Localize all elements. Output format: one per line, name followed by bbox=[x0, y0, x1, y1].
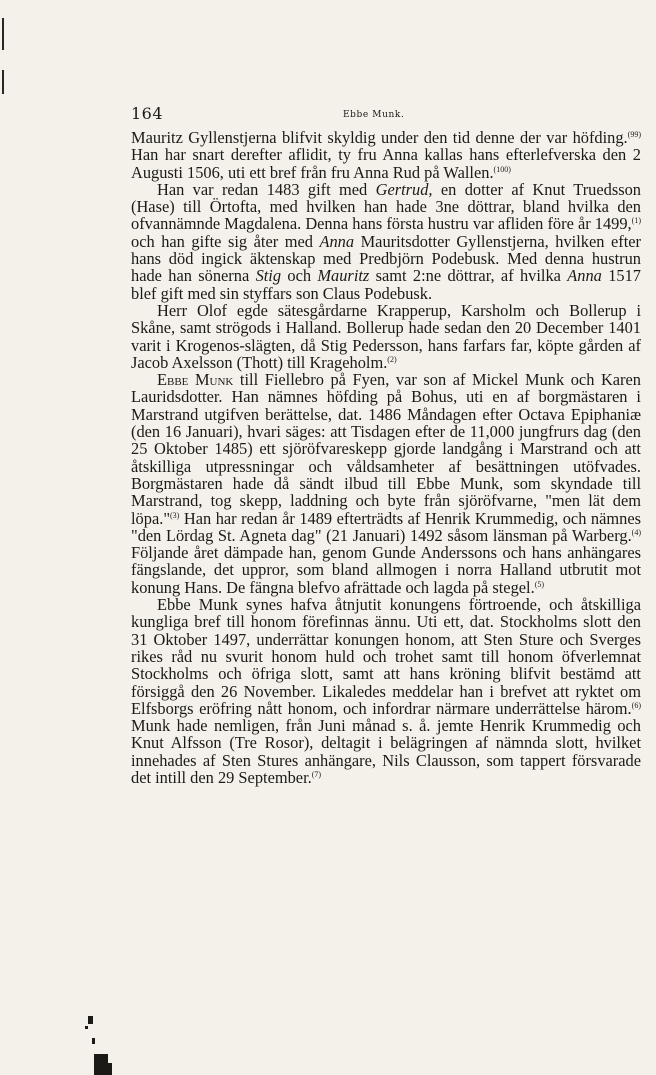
running-head: Ebbe Munk. bbox=[343, 110, 405, 120]
footnote-ref: (2) bbox=[387, 354, 397, 364]
italic-name: Mauritz bbox=[317, 266, 370, 286]
footnote-ref: (99) bbox=[627, 130, 641, 139]
text-run: Han var redan 1483 gift med bbox=[157, 179, 376, 199]
small-caps-name: Ebbe Munk bbox=[157, 370, 234, 390]
page-header bbox=[131, 104, 641, 124]
footnote-ref: (3) bbox=[170, 510, 180, 520]
footnote-ref: (1) bbox=[631, 216, 641, 226]
italic-name: Stig bbox=[255, 266, 282, 286]
text-run: Mauritz Gyllenstjerna blifvit skyldig under den tid denne der var höfding. bbox=[131, 128, 628, 147]
text-run: Munk hade nemligen, från Juni månad s. å. jemte Henrik Krummedig och Knut Alfsson (Tre Rosor), deltagit i belägringen af nämnda slott, hvilket innehades af Sten Stures anhängare, Nils Clausson, som tappert försvarade det intill den 29 September. bbox=[131, 716, 641, 787]
footnote-ref: (5) bbox=[534, 579, 545, 589]
paragraph bbox=[131, 181, 641, 302]
binding-edge-mark bbox=[2, 18, 4, 50]
text-run: och han gifte sig åter med bbox=[131, 231, 320, 251]
footnote-ref: (6) bbox=[631, 700, 641, 710]
italic-name: Gertrud, bbox=[375, 179, 433, 199]
paragraph bbox=[131, 371, 641, 596]
text-run: till Fiellebro på Fyen, var son af Mickel Munk och Karen Lauridsdotter. Han nämnes höfding på Bohus, uti en af borgmästaren i Marstrand utgifven berättelse, dat. 1486 Måndagen efter Octava Epiphaniæ (den 16 Januari), hvari säges: att Tisdagen efter de 11,000 jungfrurs dag (den 25 Oktober 1485) ett sjöröfvareskepp gjorde landgång i Marstrand och att åtskilliga utpressningar och våldsamheter af besättningen utöfvades. Borgmästaren hade då sändt ilbud till Ebbe Munk, som skyndade till Marstrand, tog skepp, laddning och byte från sjöröfvarne, "men lät dem löpa." bbox=[131, 370, 641, 528]
text-run: en dotter af Knut Truedsson (Hase) till Örtofta, med hvilken han hade 3ne döttrar, bland hvilka den ofvannämnde Magdalena. Denna hans första hustru var afliden före år 1499, bbox=[131, 179, 641, 234]
text-run: Herr Olof egde sätesgårdarne Krapperup, Karsholm och Bollerup i Skåne, samt strögods i Halland. Bollerup hade sedan den 20 December 1401 varit i Krogenos-slägten, då Stig Pedersson, hans farfars far, köpte gården af Jacob Axelsson (Thott) till Krageholm. bbox=[131, 300, 641, 372]
text-run: Ebbe Munk synes hafva åtnjutit konungens förtroende, och åtskilliga kungliga bref till honom förefinnas ännu. Uti ett, dat. Stockholms slott den 31 Oktober 1497, underrättar konungen honom, att Sten Sture och Sverges rikes råd nu svurit honom huld och trohet samt till honom öfverlemnat Stockholms och öfriga slott, samt att hans kröning blifvit bestämd att försiggå den 26 November. Likaledes meddelar han i brefvet att ryktet om Elfsborgs eröfring nått honom, och infordrar närmare underrättelse härom. bbox=[131, 595, 641, 718]
text-run: och bbox=[281, 266, 318, 286]
paragraph bbox=[131, 129, 641, 181]
text-run: Mauritsdotter Gyllenstjerna, hvilken efter hans död ingick äktenskap med Predbjörn Podebusk. Med denna hustrun hade han sönerna bbox=[131, 231, 641, 286]
footnote-ref: (7) bbox=[311, 769, 322, 779]
page-number: 164 bbox=[131, 104, 164, 123]
text-run: samt 2:ne döttrar, af hvilka bbox=[369, 266, 568, 286]
paragraph bbox=[131, 302, 641, 371]
body-text bbox=[131, 129, 641, 786]
paragraph bbox=[131, 596, 641, 786]
text-run: Följande året dämpade han, genom Gunde Anderssons och hans anhängares fängslande, det uppror, som bland allmogen i norra Halland utbrutit mot konung Hans. De fängna blefvo afrättade och lagda på stegel. bbox=[131, 543, 641, 597]
binding-edge-mark bbox=[2, 70, 4, 94]
text-run: Han har snart derefter aflidit, ty fru Anna kallas hans efterlefverska den 2 Augusti 1506, uti ett bref från fru Anna Rud på Wallen. bbox=[131, 145, 641, 182]
text-run: Han har redan år 1489 efterträdts af Henrik Krummedig, och nämnes "den Lördag St. Agneta dag" (21 Januari) 1492 såsom länsman på Warberg. bbox=[131, 508, 641, 545]
footnote-ref: (4) bbox=[631, 527, 641, 537]
text-run: 1517 blef gift med sin styffars son Claus Podebusk. bbox=[131, 266, 641, 303]
footnote-ref: (100) bbox=[493, 164, 511, 174]
italic-name: Anna bbox=[319, 231, 355, 251]
italic-name: Anna bbox=[567, 266, 602, 286]
